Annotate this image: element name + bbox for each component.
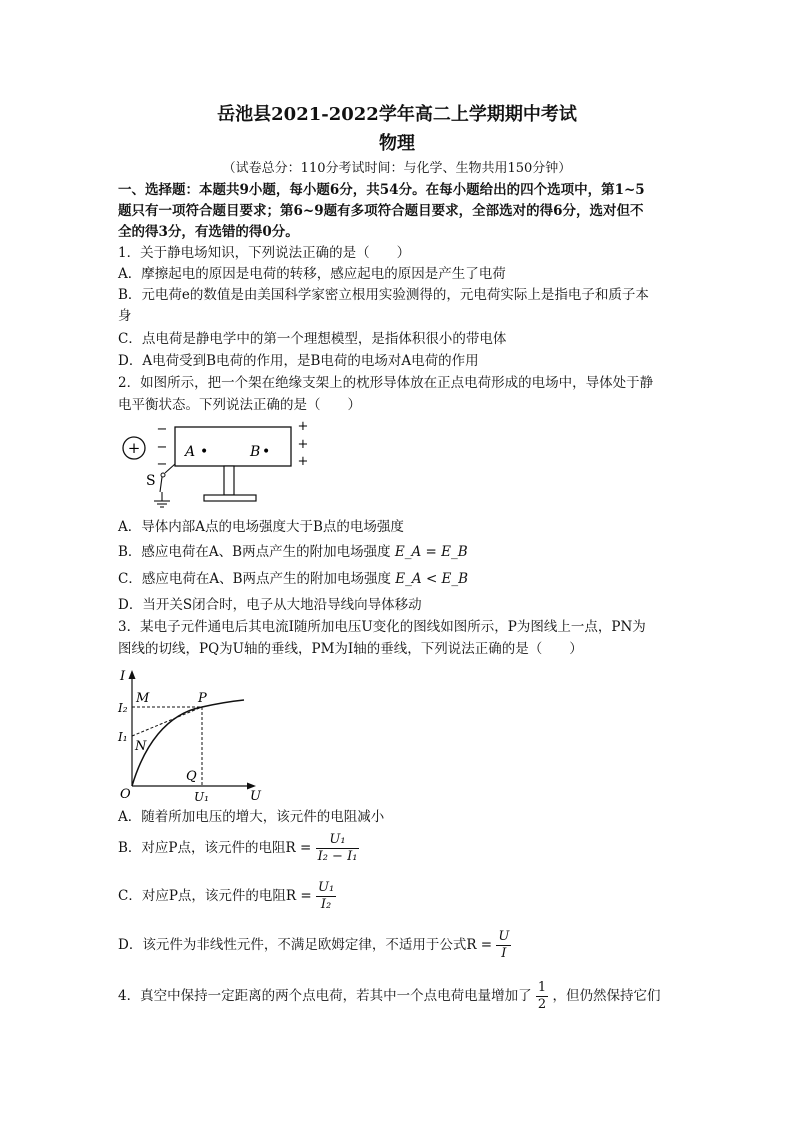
i1-tick-label: I₁ [118, 730, 128, 744]
section-instructions-line-3: 全的得3分，有选错的得0分。 [118, 224, 299, 240]
q2-option-b [118, 542, 678, 562]
point-p-label: P [198, 691, 207, 706]
q3-option-c-fraction [316, 880, 336, 913]
switch-lever [160, 477, 162, 492]
q3-iu-graph [116, 662, 276, 804]
insulating-stand-base [204, 495, 256, 501]
switch-label: S [146, 473, 156, 489]
origin-label: O [120, 787, 131, 802]
q2-option-a: A．导体内部A点的电场强度大于B点的电场强度 [118, 519, 404, 535]
q3-option-c-numerator: U₁ [317, 880, 335, 895]
induced-plus-2: + [297, 437, 309, 452]
point-b-label: B [250, 444, 261, 460]
q4-stem-text-a: 4．真空中保持一定距离的两个点电荷，若其中一个点电荷电量增加了 [118, 988, 532, 1004]
insulating-stand-post [224, 466, 234, 495]
point-a-dot: • [200, 444, 209, 460]
point-m-label: M [136, 691, 150, 706]
point-a-label: A [185, 444, 196, 460]
exam-subject: 物理 [379, 133, 415, 154]
q3-option-b-numerator: U₁ [316, 832, 360, 849]
q2-conductor-figure [118, 418, 314, 512]
q4-stem [118, 980, 678, 1013]
point-q-label: Q [186, 769, 197, 784]
q1-option-a: A．摩擦起电的原因是电荷的转移，感应起电的原因是产生了电荷 [118, 266, 506, 282]
q2-stem-line-2: 电平衡状态。下列说法正确的是（ ） [118, 397, 361, 413]
q3-option-d [118, 929, 678, 962]
u1-tick-label: U₁ [194, 790, 209, 804]
induced-plus-3: + [297, 454, 309, 469]
u-axis-label: U [250, 789, 261, 804]
tangent-line-pn [132, 707, 202, 736]
q3-option-b-text: B．对应P点，该元件的电阻R = [118, 840, 312, 856]
q2-option-b-equation: E_A = E_B [394, 544, 468, 560]
induced-minus-1: − [156, 422, 168, 437]
q2-option-b-text: B．感应电荷在A、B两点产生的附加电场强度 [118, 544, 391, 560]
q3-option-d-numerator: U [498, 929, 510, 944]
i2-tick-label: I₂ [118, 701, 128, 715]
q1-option-d: D．A电荷受到B电荷的作用，是B电荷的电场对A电荷的作用 [118, 353, 479, 369]
q3-option-c [118, 880, 678, 913]
q3-stem-line-2: 图线的切线，PQ为U轴的垂线，PM为I轴的垂线，下列说法正确的是（ ） [118, 641, 583, 657]
induced-minus-2: − [156, 440, 168, 455]
q4-stem-text-b: ，但仍然保持它们 [552, 988, 661, 1004]
exam-note: （试卷总分：110分考试时间：与化学、生物共用150分钟） [222, 161, 572, 176]
i-axis-arrow-icon [129, 670, 136, 679]
q1-option-b-line-2: 身 [118, 308, 132, 324]
q3-option-b [118, 832, 678, 865]
i-axis-label: I [120, 669, 126, 684]
q3-option-d-text: D．该元件为非线性元件，不满足欧姆定律，不适用于公式R = [118, 937, 493, 953]
q2-option-d: D．当开关S闭合时，电子从大地沿导线向导体移动 [118, 597, 422, 613]
positive-charge-sign: + [127, 439, 141, 457]
q1-option-c: C．点电荷是静电学中的第一个理想模型，是指体积很小的带电体 [118, 331, 507, 347]
q3-option-b-denominator: I₂ − I₁ [317, 849, 358, 864]
switch-contact [161, 473, 165, 477]
section-instructions-line-1: 一、选择题：本题共9小题，每小题6分，共54分。在每小题给出的四个选项中，第1~5 [118, 182, 645, 198]
q1-stem: 1．关于静电场知识，下列说法正确的是（ ） [118, 245, 411, 261]
section-instructions-line-2: 题只有一项符合题目要求；第6~9题有多项符合题目要求，全部选对的得6分，选对但不 [118, 203, 644, 219]
q4-fraction [536, 980, 548, 1013]
induced-minus-3: − [156, 457, 168, 472]
point-b-dot: • [262, 444, 271, 460]
q3-option-d-fraction [496, 929, 511, 962]
point-n-label: N [135, 739, 147, 754]
q4-numerator: 1 [537, 980, 547, 995]
q3-option-c-text: C．对应P点，该元件的电阻R = [118, 888, 312, 904]
q2-option-c-text: C．感应电荷在A、B两点产生的附加电场强度 [118, 571, 391, 587]
q3-option-a: A．随着所加电压的增大，该元件的电阻减小 [118, 809, 385, 825]
q3-option-c-denominator: I₂ [320, 897, 332, 912]
q3-option-d-denominator: I [501, 946, 507, 961]
q4-denominator: 2 [537, 997, 547, 1012]
induced-plus-1: + [297, 419, 309, 434]
exam-title: 岳池县2021-2022学年高二上学期期中考试 [217, 104, 577, 125]
q3-option-b-fraction [316, 832, 360, 865]
q3-stem-line-1: 3．某电子元件通电后其电流I随所加电压U变化的图线如图所示，P为图线上一点，PN为 [118, 619, 646, 635]
q2-stem-line-1: 2．如图所示，把一个架在绝缘支架上的枕形导体放在正点电荷形成的电场中，导体处于静 [118, 375, 654, 391]
q1-option-b-line-1: B．元电荷e的数值是由美国科学家密立根用实验测得的，元电荷实际上是指电子和质子本 [118, 287, 649, 303]
q2-option-c-equation: E_A < E_B [395, 571, 469, 587]
q2-option-c [118, 569, 678, 589]
